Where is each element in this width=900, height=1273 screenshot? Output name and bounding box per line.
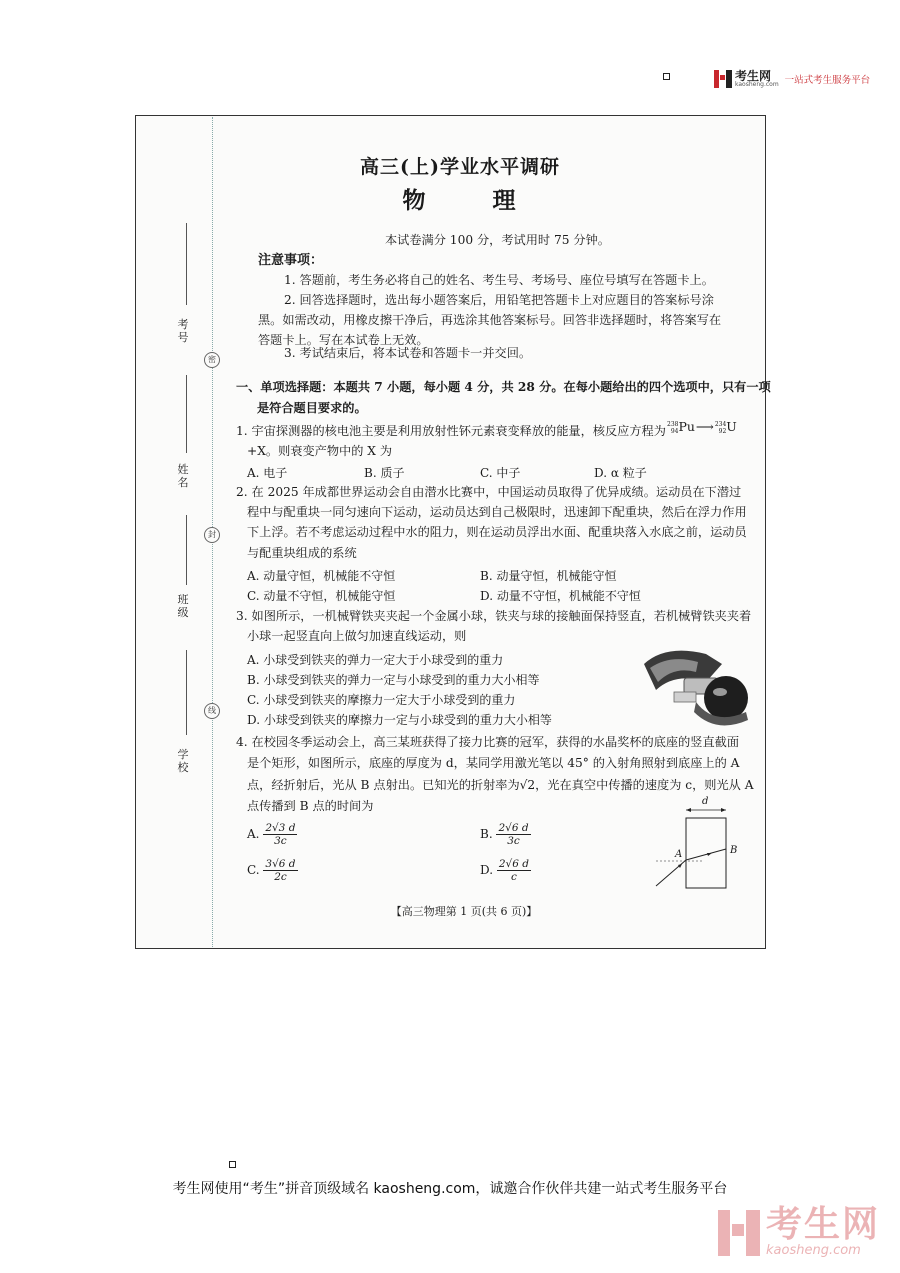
seal-feng: 封	[204, 527, 220, 543]
q3-option-b: B. 小球受到铁夹的弹力一定与小球受到的重力大小相等	[247, 673, 540, 687]
class-line	[186, 515, 187, 585]
pu-symbol: Pu	[678, 419, 695, 434]
name-line	[186, 375, 187, 453]
q4-option-a-num: 2√3 d	[265, 822, 296, 834]
brand-domain: kaosheng.com	[735, 81, 779, 88]
school-line	[186, 650, 187, 735]
q2-line-3: 下上浮。若不考虑运动过程中水的阻力，则在运动员浮出水面、配重块落入水底之前，运动员	[247, 525, 747, 539]
q4-option-d	[480, 858, 531, 883]
brand-logo	[714, 70, 870, 88]
fig-label-d: d	[702, 796, 709, 807]
seal-mi: 密	[204, 352, 220, 368]
watermark-name: 考生网	[766, 1204, 881, 1245]
q1-option-c: C. 中子	[480, 466, 521, 480]
q4-option-c-letter: C.	[247, 863, 260, 877]
notice-line-3: 黑。如需改动，用橡皮擦干净后，再选涂其他答案标号。回答非选择题时，将答案写在	[258, 313, 722, 327]
q4-line-2: 是个矩形，如图所示，底座的厚度为 d，某同学用激光笔以 45° 的入射角照射到底座上的 A	[247, 756, 740, 770]
q4-option-d-letter: D.	[480, 863, 494, 877]
q3-option-a: A. 小球受到铁夹的弹力一定大于小球受到的重力	[247, 653, 504, 667]
q2-line-4: 与配重块组成的系统	[247, 546, 357, 560]
clamp-ball-photo	[636, 642, 752, 732]
q1-option-b: B. 质子	[364, 466, 405, 480]
u-atomic-number: 92	[718, 427, 727, 435]
exam-info: 本试卷满分 100 分，考试用时 75 分钟。	[385, 233, 610, 247]
exam-subject: 物 理	[402, 187, 538, 214]
q4-option-b-num: 2√6 d	[498, 822, 529, 834]
notice-line-1: 1. 答题前，考生务必将自己的姓名、考生号、考场号、座位号填写在答题卡上。	[284, 273, 714, 287]
fig-label-b: B	[730, 845, 738, 856]
kaosheng-logo-icon	[714, 70, 732, 88]
q4-option-a	[247, 822, 297, 847]
notice-line-2: 2. 回答选择题时，选出每小题答案后，用铅笔把答题卡上对应题目的答案标号涂	[284, 293, 714, 307]
q4-option-b	[480, 822, 531, 847]
notice-title: 注意事项：	[258, 253, 324, 268]
seal-xian: 线	[204, 703, 220, 719]
q2-option-d: D. 动量不守恒，机械能不守恒	[480, 589, 641, 603]
notice-line-4: 答题卡上。写在本试卷上无效。	[258, 333, 429, 347]
reaction-arrow: ⟶	[695, 419, 714, 434]
page-footer: 【高三物理第 1 页(共 6 页)】	[390, 905, 538, 918]
q3-line-1: 3. 如图所示，一机械臂铁夹夹起一个金属小球，铁夹与球的接触面保持竖直，若机械臂铁夹夹着	[236, 609, 752, 623]
class-label: 班级	[177, 593, 189, 619]
top-marker	[663, 73, 670, 80]
q1-equation	[667, 419, 737, 435]
q4-line-1: 4. 在校园冬季运动会上，高三某班获得了接力比赛的冠军，获得的水晶奖杯的底座的竖直截面	[236, 735, 740, 749]
exam-title: 高三(上)学业水平调研	[360, 156, 560, 178]
notice-line-5: 3. 考试结束后，将本试卷和答题卡一并交回。	[284, 346, 532, 360]
pu-mass-number: 238	[667, 420, 679, 428]
bottom-marker	[229, 1161, 236, 1168]
refraction-diagram	[652, 796, 744, 896]
q2-option-a: A. 动量守恒，机械能不守恒	[247, 569, 396, 583]
watermark-logo-icon	[718, 1210, 760, 1256]
q4-option-a-letter: A.	[247, 827, 260, 841]
pu-atomic-number: 94	[670, 427, 679, 435]
q1-line-2: +X。则衰变产物中的 X 为	[247, 444, 393, 458]
exam-number-line	[186, 223, 187, 305]
bottom-promo-text: 考生网使用“考生”拼音顶级域名 kaosheng.com，诚邀合作伙伴共建一站式考生服务平台	[172, 1181, 728, 1197]
q1-option-d: D. α 粒子	[594, 466, 647, 480]
q4-option-d-den: c	[510, 871, 517, 883]
watermark	[718, 1204, 881, 1258]
name-label: 姓名	[177, 463, 189, 489]
q4-option-a-den: 3c	[274, 835, 287, 847]
q4-option-c-num: 3√6 d	[265, 858, 296, 870]
q4-option-b-den: 3c	[507, 835, 520, 847]
q2-option-c: C. 动量不守恒，机械能守恒	[247, 589, 396, 603]
q4-line-4: 点传播到 B 点的时间为	[247, 799, 374, 813]
section-header-line-2: 是符合题目要求的。	[257, 401, 367, 415]
q1-option-a: A. 电子	[247, 466, 288, 480]
school-label: 学校	[177, 748, 189, 774]
u-mass-number: 234	[714, 420, 727, 428]
q3-option-c: C. 小球受到铁夹的摩擦力一定大于小球受到的重力	[247, 693, 516, 707]
q1-line-1: 1. 宇宙探测器的核电池主要是利用放射性钚元素衰变释放的能量，核反应方程为	[236, 424, 666, 438]
q4-option-d-num: 2√6 d	[498, 858, 529, 870]
section-header-line-1: 一、单项选择题：本题共 7 小题，每小题 4 分，共 28 分。在每小题给出的四个选项中，只有一项	[236, 380, 771, 394]
watermark-domain: kaosheng.com	[766, 1243, 861, 1258]
brand-name: 考生网	[735, 69, 772, 83]
fig-label-a: A	[675, 849, 683, 860]
q4-option-c	[247, 858, 298, 883]
q4-option-c-den: 2c	[274, 871, 287, 883]
q2-option-b: B. 动量守恒，机械能守恒	[480, 569, 617, 583]
q3-line-2: 小球一起竖直向上做匀加速直线运动，则	[247, 629, 467, 643]
q3-option-d: D. 小球受到铁夹的摩擦力一定与小球受到的重力大小相等	[247, 713, 552, 727]
exam-number-label: 考号	[177, 318, 189, 344]
brand-slogan: 一站式考生服务平台	[784, 75, 871, 86]
u-symbol: U	[726, 419, 737, 434]
q2-line-1: 2. 在 2025 年成都世界运动会自由潜水比赛中，中国运动员取得了优异成绩。运动员在下潜过	[236, 485, 742, 499]
q2-line-2: 程中与配重块一同匀速向下运动，运动员达到自己极限时，迅速卸下配重块，然后在浮力作用	[247, 505, 747, 519]
q4-line-3: 点，经折射后，光从 B 点射出。已知光的折射率为√2，光在真空中传播的速度为 c，则光从 A	[247, 778, 754, 792]
q4-option-b-letter: B.	[480, 827, 493, 841]
